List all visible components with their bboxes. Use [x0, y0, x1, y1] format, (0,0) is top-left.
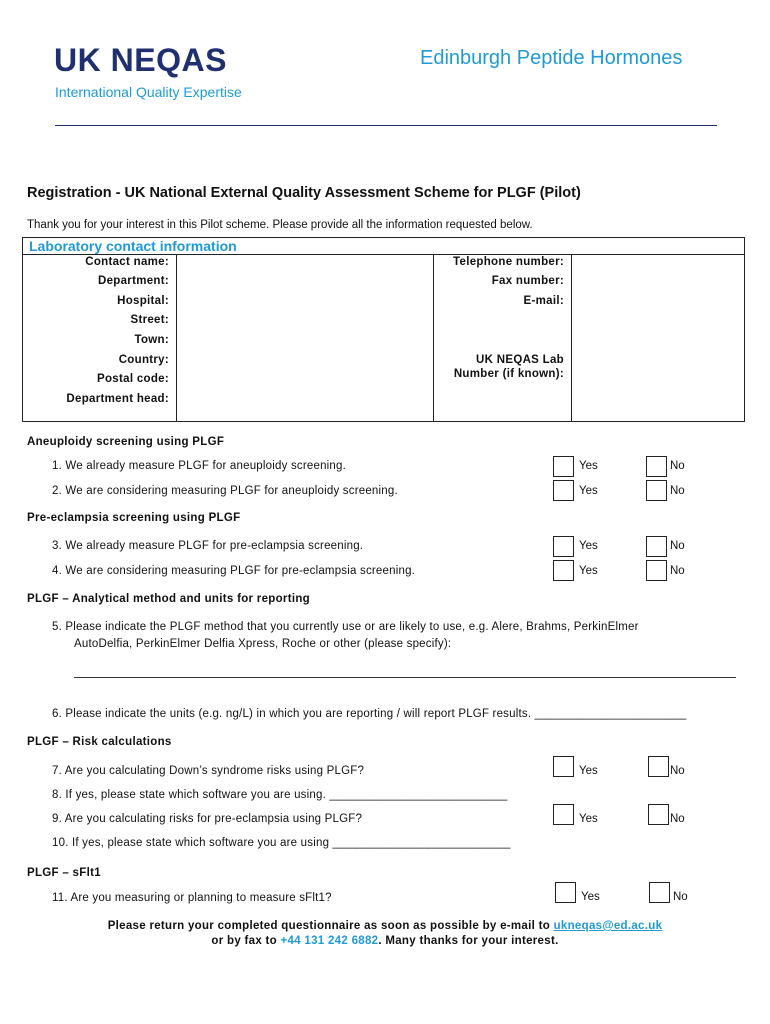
footer-line-2 [0, 935, 770, 947]
q2-yes-checkbox[interactable] [553, 480, 574, 501]
question-1: 1. We already measure PLGF for aneuploidy screening. [52, 460, 347, 472]
q9-yes-checkbox[interactable] [553, 804, 574, 825]
q2-yes-label: Yes [579, 485, 598, 497]
q2-no-checkbox[interactable] [646, 480, 667, 501]
fax-label: Fax number: [491, 275, 564, 287]
question-7: 7. Are you calculating Down’s syndrome risks using PLGF? [52, 765, 365, 777]
telephone-label: Telephone number: [453, 256, 564, 268]
question-2: 2. We are considering measuring PLGF for aneuploidy screening. [52, 485, 398, 497]
q3-yes-label: Yes [579, 540, 598, 552]
q11-no-checkbox[interactable] [649, 882, 670, 903]
q1-yes-label: Yes [579, 460, 598, 472]
email-link[interactable]: ukneqas@ed.ac.uk [553, 920, 663, 932]
footer-line-1 [0, 920, 770, 932]
q4-no-checkbox[interactable] [646, 560, 667, 581]
contact-name-label: Contact name: [85, 256, 169, 268]
q1-yes-checkbox[interactable] [553, 456, 574, 477]
q1-no-label: No [670, 460, 685, 472]
question-5-line2: AutoDelfia, PerkinElmer Delfia Xpress, Roche or other (please specify): [74, 638, 452, 650]
logo-title: UK NEQAS [54, 42, 227, 78]
section-sflt1: PLGF – sFlt1 [27, 867, 101, 879]
q11-no-label: No [673, 891, 688, 903]
q3-yes-checkbox[interactable] [553, 536, 574, 557]
section-aneuploidy: Aneuploidy screening using PLGF [27, 436, 225, 448]
question-6: 6. Please indicate the units (e.g. ng/L) in which you are reporting / will report PLGF results. _______________________ [52, 708, 687, 720]
department-head-label: Department head: [66, 393, 169, 405]
q9-no-label: No [670, 813, 685, 825]
question-8: 8. If yes, please state which software you are using. ___________________________ [52, 789, 508, 801]
question-4: 4. We are considering measuring PLGF for pre-eclampsia screening. [52, 565, 416, 577]
q4-yes-checkbox[interactable] [553, 560, 574, 581]
footer-line-2-prefix: or by fax to [211, 935, 281, 947]
question-3: 3. We already measure PLGF for pre-eclampsia screening. [52, 540, 364, 552]
method-answer-line[interactable] [74, 677, 736, 678]
footer-line-2-suffix: . Many thanks for your interest. [378, 935, 559, 947]
town-label: Town: [134, 334, 169, 346]
brand-title: Edinburgh Peptide Hormones [420, 47, 683, 69]
q4-yes-label: Yes [579, 565, 598, 577]
q11-yes-label: Yes [581, 891, 600, 903]
lab-number-label-line2: Number (if known): [453, 368, 564, 380]
postal-code-label: Postal code: [97, 373, 169, 385]
question-10: 10. If yes, please state which software you are using ___________________________ [52, 837, 511, 849]
intro-text: Thank you for your interest in this Pilot scheme. Please provide all the information requested below. [27, 219, 533, 231]
contact-details-field[interactable] [178, 255, 432, 421]
q7-no-checkbox[interactable] [648, 756, 669, 777]
section-analytical: PLGF – Analytical method and units for reporting [27, 593, 310, 605]
hospital-label: Hospital: [117, 295, 169, 307]
email-label: E-mail: [523, 295, 564, 307]
table-column-line [176, 254, 177, 422]
q4-no-label: No [670, 565, 685, 577]
q2-no-label: No [670, 485, 685, 497]
section-risk: PLGF – Risk calculations [27, 736, 172, 748]
fax-number: +44 131 242 6882 [280, 935, 379, 947]
logo-subtitle: International Quality Expertise [55, 84, 242, 100]
street-label: Street: [130, 314, 169, 326]
contact-right-field[interactable] [573, 255, 744, 421]
q7-yes-checkbox[interactable] [553, 756, 574, 777]
department-label: Department: [97, 275, 169, 287]
country-label: Country: [118, 354, 169, 366]
q7-yes-label: Yes [579, 765, 598, 777]
table-column-line [433, 254, 434, 422]
table-column-line [571, 254, 572, 422]
question-11: 11. Are you measuring or planning to measure sFlt1? [52, 892, 332, 904]
q9-yes-label: Yes [579, 813, 598, 825]
q3-no-label: No [670, 540, 685, 552]
lab-number-label-line1: UK NEQAS Lab [476, 354, 564, 366]
q1-no-checkbox[interactable] [646, 456, 667, 477]
question-9: 9. Are you calculating risks for pre-eclampsia using PLGF? [52, 813, 363, 825]
q11-yes-checkbox[interactable] [555, 882, 576, 903]
page-title: Registration - UK National External Quality Assessment Scheme for PLGF (Pilot) [27, 185, 581, 201]
q3-no-checkbox[interactable] [646, 536, 667, 557]
header-divider [55, 125, 717, 126]
section-preeclampsia: Pre-eclampsia screening using PLGF [27, 512, 241, 524]
footer-line-1-text: Please return your completed questionnaire as soon as possible by e-mail to [107, 920, 554, 932]
q9-no-checkbox[interactable] [648, 804, 669, 825]
q7-no-label: No [670, 765, 685, 777]
contact-heading: Laboratory contact information [29, 238, 237, 254]
question-5-line1: 5. Please indicate the PLGF method that you currently use or are likely to use, e.g. Alere, Brahms, PerkinElmer [52, 621, 639, 633]
